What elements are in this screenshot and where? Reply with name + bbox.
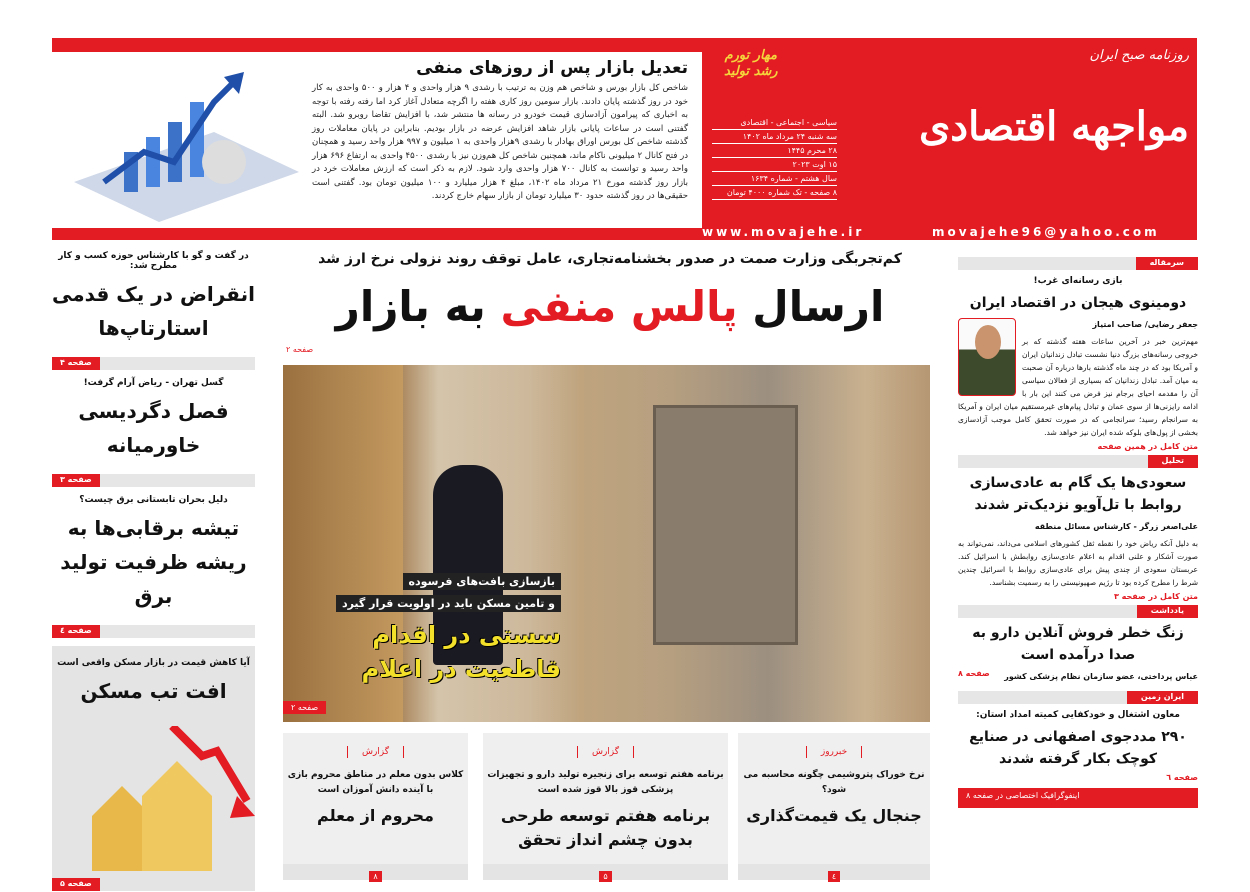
left-column	[52, 245, 255, 888]
info-line: ۱۵ اوت ۲۰۲۳	[712, 158, 837, 172]
newspaper-logo	[849, 48, 1189, 218]
box-tag: گزارش	[347, 746, 404, 758]
story	[52, 378, 255, 487]
story-kicker: در گفت و گو با کارشناس حوزه کسب و کار مطرح شد:	[58, 251, 249, 271]
page-ref[interactable]: صفحه ۲	[283, 701, 326, 714]
section-label: یادداشت	[1137, 605, 1198, 618]
infographic-label: اینفوگرافیک اختصاصی در صفحه ۸	[966, 791, 1080, 800]
main-supertitle: کم‌تجربگی وزارت صمت در صدور بخشنامه‌تجاری، عامل توقف روند نزولی نرخ ارز شد	[318, 251, 902, 267]
page-ref[interactable]: ۵	[599, 871, 611, 882]
infographic-banner[interactable]	[958, 788, 1198, 808]
editorial-title[interactable]: دومینوی هیجان در اقتصاد ایران	[969, 295, 1187, 311]
info-line: سیاسی - اجتماعی - اقتصادی	[712, 116, 837, 130]
page-ref[interactable]: صفحه ٦	[1166, 773, 1198, 782]
info-line: ۸ صفحه - تک شماره ۴۰۰۰ تومان	[712, 186, 837, 200]
center-column	[280, 245, 940, 881]
read-more[interactable]: متن کامل در همین صفحه	[1097, 442, 1198, 451]
story-kicker: آیا کاهش قیمت در بازار مسکن واقعی است	[57, 658, 250, 668]
falling-houses-icon	[52, 726, 255, 876]
slogan	[724, 48, 778, 80]
photo-caption	[311, 570, 561, 686]
info-line: ۲۸ محرم ۱۴۴۵	[712, 144, 837, 158]
headline-highlight: پالس منفی	[500, 282, 738, 331]
story-title[interactable]: افت تب مسکن	[80, 679, 227, 703]
box-sub: برنامه هفتم توسعه برای زنجیره تولید دارو و تجهیزات پزشکی قوز بالا قوز شده است	[487, 770, 724, 795]
lead-article	[52, 52, 702, 228]
story	[52, 251, 255, 370]
housing-story	[52, 646, 255, 891]
analysis-title[interactable]: سعودی‌ها یک گام به عادی‌سازی روابط با تل‌آویو نزدیک‌تر شدند	[969, 475, 1187, 513]
read-more[interactable]: متن کامل در صفحه ۳	[1113, 592, 1198, 601]
issue-info	[712, 116, 837, 200]
headline-part: به بازار	[335, 282, 501, 331]
story	[52, 495, 255, 638]
note-title[interactable]: زنگ خطر فروش آنلاین دارو به صدا درآمده است	[972, 625, 1184, 663]
page-ref[interactable]: صفحه ۴	[52, 357, 100, 370]
main-photo	[283, 365, 930, 722]
author: علی‌اصغر زرگر - کارشناس مسائل منطقه	[1034, 522, 1198, 531]
lead-title: تعدیل بازار پس از روزهای منفی	[416, 58, 688, 78]
analysis-body: به دلیل آنکه ریاض خود را نقطه ثقل کشورهای اسلامی می‌داند، نمی‌تواند به صورت آشکار و علنی اقدام به اعلام عادی‌سازی روابطش با اسرائیل کند. عربستان سعودی از چندی پیش برای عادی‌سازی روابط با اسرائیل چندین شرط را مطرح کرده بود تا رژیم صهیونیستی را به رسمیت بشناسد.	[958, 539, 1198, 587]
iran-kicker: معاون اشتغال و خودکفایی کمیته امداد استان:	[976, 710, 1180, 720]
tagline: روزنامه صبح ایران	[1089, 48, 1189, 63]
box-title[interactable]: محروم از معلم	[317, 806, 434, 825]
box-story	[283, 733, 468, 880]
story-title[interactable]: فصل دگردیسی خاورمیانه	[78, 399, 229, 457]
website-link[interactable]: www.movajehe.ir	[702, 225, 865, 239]
box-story	[483, 733, 728, 880]
logo-name: مواجهه اقتصادی	[918, 103, 1189, 150]
iran-title[interactable]: ۲۹۰ مددجوی اصفهانی در صنایع کوچک بکار گرفته شدند	[969, 729, 1187, 767]
author-photo	[958, 318, 1016, 396]
box-tag: خبرروز	[806, 746, 862, 758]
box-tag: گزارش	[577, 746, 634, 758]
headline-part: ارسال	[737, 282, 885, 331]
story-kicker: دلیل بحران تابستانی برق چیست؟	[79, 495, 228, 505]
author: عباس پرداختی، عضو سازمان نظام پزشکی کشور	[1004, 672, 1198, 681]
page-ref[interactable]: ٤	[828, 871, 840, 882]
main-headline[interactable]	[280, 277, 940, 337]
caption-line: بازسازی بافت‌های فرسوده	[403, 573, 561, 590]
box-sub: نرخ خوراک پتروشیمی چگونه محاسبه می شود؟	[743, 770, 925, 795]
info-line: سال هشتم - شماره ۱۶۳۴	[712, 172, 837, 186]
page-ref[interactable]: صفحه ۳	[52, 474, 100, 487]
box-sub: کلاس بدون معلم در مناطق محروم بازی با آینده دانش آموزان است	[287, 770, 464, 795]
page-ref[interactable]: صفحه ۲	[286, 345, 314, 354]
page-ref[interactable]: ۸	[369, 871, 381, 882]
page-ref[interactable]: صفحه ٤	[52, 625, 100, 638]
story-title[interactable]: انقراض در یک قدمی استارتاپ‌ها	[52, 282, 255, 340]
section-label: تحلیل	[1148, 455, 1198, 468]
editorial-kicker: بازی رسانه‌ای غرب!	[1033, 276, 1123, 286]
slogan-line: مهار تورم	[724, 48, 777, 63]
editorial-body: مهم‌ترین خبر در آخرین ساعات هفته گذشته که بر خروجی رسانه‌های بزرگ دنیا نشست تبادل زندانیان ایران و آمریکا بود که در چند ماه گذشته بارها درباره آن صحبت به میان آمد. تبادل زندانیان که بسیاری از فعالان سیاسی آن را مقدمه احیای برجام نیز فرض می کنند این بار با ادامه رایزنی‌ها از سوی عمان و تبادل پیام‌های غیرمستقیم میان ایران و آمریکا به سرانجام رسید؛ سرانجامی که در صورت تحقق کامل موجب آزادسازی بخشی از پول‌های بلوکه شده ایران نیز خواهد شد.	[958, 337, 1198, 437]
chart-illustration-icon	[64, 62, 304, 227]
contact-strip	[52, 226, 1197, 240]
caption-headline[interactable]: سستی در اقدام قاطعیت در اعلام	[361, 621, 561, 683]
right-column	[958, 253, 1198, 808]
story-kicker: گسل تهران - ریاض آرام گرفت!	[83, 378, 224, 388]
page-ref[interactable]: صفحه ۵	[52, 878, 100, 891]
info-line: سه شنبه ۲۴ مرداد ماه ۱۴۰۲	[712, 130, 837, 144]
story-title[interactable]: تیشه برقابی‌ها به ریشه ظرفیت تولید برق	[60, 516, 247, 608]
section-label: ایران زمین	[1127, 691, 1198, 704]
author: جعفر رضایی/ صاحب امتیاز	[1092, 320, 1198, 329]
door-icon	[653, 405, 798, 645]
page-ref[interactable]: صفحه ۸	[958, 669, 990, 678]
box-title[interactable]: جنجال یک قیمت‌گذاری	[746, 806, 922, 825]
box-story	[738, 733, 930, 880]
masthead	[52, 38, 1197, 240]
lead-body: شاخص کل بازار بورس و شاخص هم وزن به ترتیب با رشدی ۹ هزار واحدی و ۴ هزار و ۵۰۰ واحدی به کار خود در روز گذشته پایان دادند. بازار سومین روز کاری هفته را اگرچه متعادل آغاز کرد اما رفته رفته با توجه به اخباری که پیرامون آزادسازی قیمت خودرو در رسانه ها منتشر شد، با افزایش تقاضا روبرو شد. البته گفتنی است در ساعات پایانی بازار شاهد افزایش عرضه در بازار بودیم. بنابراین در پایان معاملات روز گذشته شاخص کل بورس اوراق بهادار با رشدی ۹هزار واحدی به ۱ میلیون و ۹۹۷ هزار واحد رسید و همچنان در فتح کانال ۲ میلیونی ناکام ماند، همچنین شاخص کل هم‌وزن نیز با رشدی ۴۵۰۰ واحدی به ارتفاع ۶۹۶ هزار واحد رسید و توانست به کانال ۷۰۰ هزار واحدی وارد شود. لازم به ذکر است که ارزش معاملات خرد در بازار روز گذشته مورخ ۲۱ مرداد ماه ۱۴۰۲، مبلغ ۴ هزار میلیارد و ۱۰۰ میلیون تومان بود. گفتنی است حقیقی‌ها در روز گذشته حدود ۳۰ میلیارد تومان از بازار سهام خارج کردند.	[312, 83, 689, 201]
slogan-line: رشد تولید	[724, 64, 778, 79]
email-link[interactable]: movajehe96@yahoo.com	[932, 225, 1160, 239]
section-label: سرمقاله	[1136, 257, 1198, 270]
box-title[interactable]: برنامه هفتم توسعه طرحی بدون چشم انداز تحقق	[500, 806, 711, 849]
caption-line: و تامین مسکن باید در اولویت قرار گیرد	[336, 595, 561, 612]
